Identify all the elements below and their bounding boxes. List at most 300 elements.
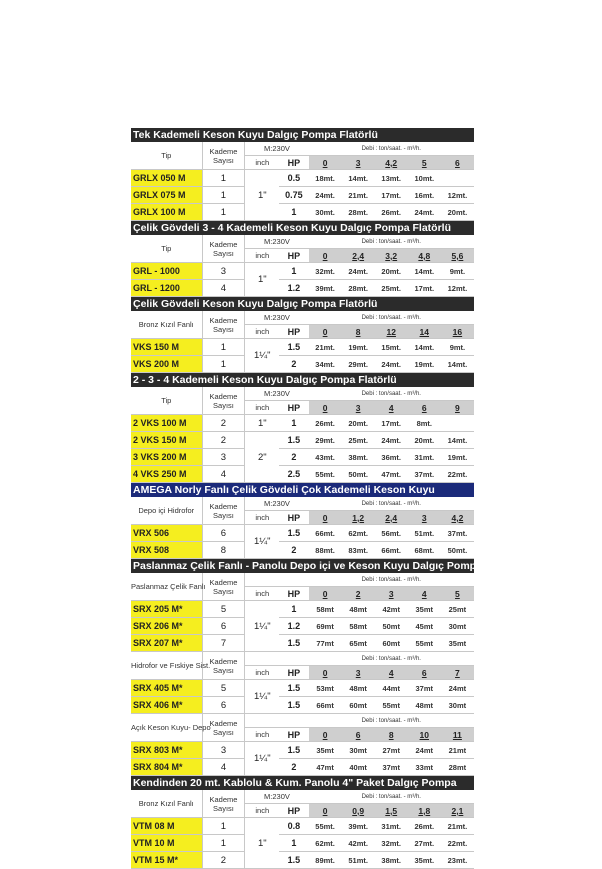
product-model: 4 VKS 250 M: [131, 466, 202, 483]
connection-size: 1¼": [245, 525, 279, 559]
stage-count: 4: [202, 759, 245, 776]
head-value: 14mt.: [441, 432, 474, 449]
connection-size: 1": [245, 263, 279, 297]
stage-count: 4: [202, 280, 245, 297]
flow-value: 0: [309, 511, 342, 525]
head-value: 17mt.: [375, 187, 408, 204]
head-value: 66mt: [309, 697, 342, 714]
head-value: 60mt: [342, 697, 375, 714]
voltage-label: M:230V: [245, 311, 309, 325]
product-model: GRLX 050 M: [131, 170, 202, 187]
spec-table: [131, 573, 474, 652]
tip-header: Hidrofor ve Fıskiye Sist.: [131, 652, 202, 680]
head-value: 51mt.: [342, 852, 375, 869]
product-section: [131, 297, 474, 373]
stage-header: [202, 387, 245, 415]
tip-header: Depo içi Hidrofor: [131, 497, 202, 525]
product-model: VRX 506: [131, 525, 202, 542]
product-row: [131, 835, 474, 852]
flow-value: 0: [309, 249, 342, 263]
product-model: SRX 205 M*: [131, 601, 202, 618]
head-value: 10mt.: [408, 170, 441, 187]
hp-header: HP: [279, 728, 308, 742]
head-value: 37mt: [408, 680, 441, 697]
header-row: [131, 497, 474, 511]
product-model: VKS 200 M: [131, 356, 202, 373]
hp-header: HP: [279, 587, 308, 601]
product-row: [131, 187, 474, 204]
stage-count: 5: [202, 680, 245, 697]
head-value: 28mt.: [342, 280, 375, 297]
stage-count: 6: [202, 697, 245, 714]
stage-count: 3: [202, 449, 245, 466]
stage-header-label: Kademe: [209, 239, 238, 249]
head-value: 55mt.: [309, 818, 342, 835]
product-row: [131, 542, 474, 559]
head-value: 30mt.: [309, 204, 342, 221]
head-value: 31mt.: [375, 818, 408, 835]
flow-value: 0,9: [342, 804, 375, 818]
product-row: [131, 170, 474, 187]
stage-count: 1: [202, 204, 245, 221]
product-row: [131, 618, 474, 635]
flow-value: 6: [408, 401, 441, 415]
stage-header-label: Kademe: [209, 794, 238, 804]
stage-count-label: Sayısı: [213, 803, 234, 813]
product-model: 2 VKS 150 M: [131, 432, 202, 449]
head-value: 66mt.: [375, 542, 408, 559]
head-value: 24mt: [408, 742, 441, 759]
head-value: 55mt.: [309, 466, 342, 483]
flow-value: 12: [375, 325, 408, 339]
flow-value: 0: [309, 587, 342, 601]
head-value: 58mt: [309, 601, 342, 618]
head-value: 14mt.: [408, 263, 441, 280]
product-row: [131, 449, 474, 466]
connection-size: 1": [245, 818, 279, 869]
inch-header: inch: [245, 728, 279, 742]
connection-size: 1¼": [245, 601, 279, 652]
head-value: 24mt.: [375, 432, 408, 449]
head-value: 39mt.: [309, 280, 342, 297]
head-value: 21mt.: [342, 187, 375, 204]
stage-count: 1: [202, 356, 245, 373]
product-model: VKS 150 M: [131, 339, 202, 356]
product-model: SRX 804 M*: [131, 759, 202, 776]
hp-value: 1: [279, 204, 308, 221]
product-section: [131, 373, 474, 483]
voltage-label: M:230V: [245, 142, 309, 156]
hp-value: 2.5: [279, 466, 308, 483]
stage-header-label: Kademe: [209, 315, 238, 325]
voltage-label: M:230V: [245, 790, 309, 804]
stage-count: 2: [202, 852, 245, 869]
head-value: 25mt: [441, 601, 474, 618]
head-value: 28mt.: [342, 204, 375, 221]
spec-table: [131, 235, 474, 297]
stage-count: 3: [202, 742, 245, 759]
product-row: [131, 263, 474, 280]
flow-value: 0: [309, 156, 342, 170]
flow-value: 6: [342, 728, 375, 742]
hp-header: HP: [279, 156, 308, 170]
section-title: AMEGA Norly Fanlı Çelik Gövdeli Çok Kademeli Keson Kuyu: [131, 483, 474, 497]
flow-rate-label: Debi : ton/saat. - m³/h.: [309, 652, 474, 666]
hp-value: 1.2: [279, 280, 308, 297]
hp-value: 0.8: [279, 818, 308, 835]
tip-header: Bronz Kızıl Fanlı: [131, 790, 202, 818]
stage-count: 7: [202, 635, 245, 652]
voltage-label: M:230V: [245, 387, 309, 401]
flow-rate-label: Debi : ton/saat. - m³/h.: [309, 387, 474, 401]
hp-value: 1.5: [279, 432, 308, 449]
stage-count-label: Sayısı: [213, 324, 234, 334]
stage-count-label: Sayısı: [213, 400, 234, 410]
hp-value: 2: [279, 449, 308, 466]
stage-count-label: Sayısı: [213, 727, 234, 737]
hp-value: 1.5: [279, 680, 308, 697]
flow-value: 3: [342, 666, 375, 680]
head-value: 50mt.: [342, 466, 375, 483]
head-value: 21mt.: [309, 339, 342, 356]
head-value: 58mt: [342, 618, 375, 635]
head-value: [441, 415, 474, 432]
hp-value: 2: [279, 542, 308, 559]
product-section: [131, 559, 482, 776]
head-value: 22mt.: [441, 835, 474, 852]
flow-value: 0: [309, 325, 342, 339]
stage-count: 1: [202, 818, 245, 835]
product-row: [131, 280, 474, 297]
hp-header: HP: [279, 511, 308, 525]
head-value: 43mt.: [309, 449, 342, 466]
voltage-label: [245, 652, 309, 666]
stage-header-label: Kademe: [209, 577, 238, 587]
inch-header: inch: [245, 804, 279, 818]
head-value: 45mt: [408, 618, 441, 635]
head-value: 25mt.: [375, 280, 408, 297]
hp-value: 1.5: [279, 635, 308, 652]
flow-value: 0: [309, 401, 342, 415]
section-title: Tek Kademeli Keson Kuyu Dalgıç Pompa Flatörlü: [131, 128, 474, 142]
head-value: 48mt: [408, 697, 441, 714]
flow-value: 11: [441, 728, 474, 742]
header-row: [131, 652, 474, 666]
inch-header: inch: [245, 156, 279, 170]
product-row: [131, 415, 474, 432]
flow-rate-label: Debi : ton/saat. - m³/h.: [309, 497, 474, 511]
head-value: 34mt.: [309, 356, 342, 373]
product-row: [131, 466, 474, 483]
head-value: 12mt.: [441, 280, 474, 297]
inch-header: inch: [245, 325, 279, 339]
voltage-label: [245, 714, 309, 728]
price-sheet: [131, 128, 482, 869]
head-value: 29mt.: [342, 356, 375, 373]
head-value: 17mt.: [408, 280, 441, 297]
voltage-label: M:230V: [245, 235, 309, 249]
head-value: 37mt.: [408, 466, 441, 483]
flow-value: 1,2: [342, 511, 375, 525]
flow-value: 1,8: [408, 804, 441, 818]
head-value: 24mt.: [309, 187, 342, 204]
head-value: 19mt.: [441, 449, 474, 466]
flow-value: 4,2: [441, 511, 474, 525]
flow-value: 0: [309, 804, 342, 818]
flow-value: 5: [408, 156, 441, 170]
head-value: 42mt.: [342, 835, 375, 852]
head-value: 16mt.: [408, 187, 441, 204]
flow-value: 3: [342, 401, 375, 415]
stage-header-label: Kademe: [209, 146, 238, 156]
head-value: 30mt: [342, 742, 375, 759]
flow-value: 5: [441, 587, 474, 601]
flow-rate-label: Debi : ton/saat. - m³/h.: [309, 235, 474, 249]
head-value: 20mt.: [375, 263, 408, 280]
head-value: 14mt.: [342, 170, 375, 187]
head-value: 35mt.: [408, 852, 441, 869]
product-model: VTM 10 M: [131, 835, 202, 852]
flow-rate-label: Debi : ton/saat. - m³/h.: [309, 311, 474, 325]
hp-value: 1: [279, 835, 308, 852]
head-value: 29mt.: [309, 432, 342, 449]
product-model: GRL - 1200: [131, 280, 202, 297]
stage-header-label: Kademe: [209, 501, 238, 511]
head-value: 77mt: [309, 635, 342, 652]
header-row: [131, 790, 474, 804]
head-value: 26mt.: [375, 204, 408, 221]
flow-value: 0: [309, 666, 342, 680]
head-value: 39mt.: [342, 818, 375, 835]
head-value: 27mt: [375, 742, 408, 759]
spec-table: [131, 142, 474, 221]
flow-value: 14: [408, 325, 441, 339]
head-value: 26mt.: [408, 818, 441, 835]
flow-value: 2,4: [375, 511, 408, 525]
head-value: 62mt.: [342, 525, 375, 542]
head-value: 47mt: [309, 759, 342, 776]
product-model: GRLX 075 M: [131, 187, 202, 204]
header-row: [131, 714, 474, 728]
tip-header: Tip: [131, 235, 202, 263]
stage-count: 2: [202, 415, 245, 432]
head-value: 14mt.: [441, 356, 474, 373]
head-value: 44mt: [375, 680, 408, 697]
hp-value: 2: [279, 356, 308, 373]
hp-header: HP: [279, 804, 308, 818]
stage-count: 6: [202, 525, 245, 542]
head-value: 30mt: [441, 618, 474, 635]
head-value: 69mt: [309, 618, 342, 635]
head-value: 18mt.: [309, 170, 342, 187]
stage-header: [202, 790, 245, 818]
head-value: 65mt: [342, 635, 375, 652]
head-value: 33mt: [408, 759, 441, 776]
stage-count: 4: [202, 466, 245, 483]
head-value: 20mt.: [342, 415, 375, 432]
connection-size: 1": [245, 170, 279, 221]
product-row: [131, 525, 474, 542]
head-value: 55mt: [408, 635, 441, 652]
product-row: [131, 432, 474, 449]
head-value: 27mt.: [408, 835, 441, 852]
head-value: 9mt.: [441, 339, 474, 356]
header-row: [131, 573, 474, 587]
connection-size: 1¼": [245, 339, 279, 373]
header-row: [131, 311, 474, 325]
head-value: 20mt.: [408, 432, 441, 449]
flow-value: 2,1: [441, 804, 474, 818]
product-model: GRLX 100 M: [131, 204, 202, 221]
flow-rate-label: Debi : ton/saat. - m³/h.: [309, 790, 474, 804]
head-value: 35mt: [441, 635, 474, 652]
head-value: 21mt.: [441, 818, 474, 835]
flow-rate-label: Debi : ton/saat. - m³/h.: [309, 714, 474, 728]
head-value: 15mt.: [375, 339, 408, 356]
connection-size: 1¼": [245, 680, 279, 714]
head-value: 38mt.: [375, 852, 408, 869]
head-value: 56mt.: [375, 525, 408, 542]
flow-value: 8: [342, 325, 375, 339]
flow-value: 5,6: [441, 249, 474, 263]
spec-table: [131, 652, 474, 714]
stage-count-label: Sayısı: [213, 665, 234, 675]
flow-value: 4: [375, 401, 408, 415]
hp-header: HP: [279, 249, 308, 263]
flow-value: 4,8: [408, 249, 441, 263]
stage-header-label: Kademe: [209, 718, 238, 728]
stage-count-label: Sayısı: [213, 510, 234, 520]
head-value: 26mt.: [309, 415, 342, 432]
hp-value: 0.5: [279, 170, 308, 187]
product-row: [131, 759, 474, 776]
flow-rate-label: Debi : ton/saat. - m³/h.: [309, 573, 474, 587]
flow-rate-label: Debi : ton/saat. - m³/h.: [309, 142, 474, 156]
head-value: 24mt.: [408, 204, 441, 221]
stage-count-label: Sayısı: [213, 155, 234, 165]
head-value: 24mt.: [342, 263, 375, 280]
flow-value: 16: [441, 325, 474, 339]
stage-count: 1: [202, 835, 245, 852]
product-row: [131, 680, 474, 697]
head-value: 88mt.: [309, 542, 342, 559]
hp-value: 0.75: [279, 187, 308, 204]
flow-value: 8: [375, 728, 408, 742]
product-model: VRX 508: [131, 542, 202, 559]
product-row: [131, 635, 474, 652]
product-row: [131, 852, 474, 869]
head-value: 37mt: [375, 759, 408, 776]
product-model: SRX 207 M*: [131, 635, 202, 652]
spec-table: [131, 714, 474, 776]
stage-count: 6: [202, 618, 245, 635]
inch-header: inch: [245, 249, 279, 263]
tip-header: Paslanmaz Çelik Fanlı: [131, 573, 202, 601]
stage-count: 3: [202, 263, 245, 280]
hp-value: 1.2: [279, 618, 308, 635]
hp-value: 1: [279, 415, 308, 432]
head-value: 60mt: [375, 635, 408, 652]
hp-value: 1.5: [279, 525, 308, 542]
stage-header-label: Kademe: [209, 656, 238, 666]
inch-header: inch: [245, 401, 279, 415]
head-value: 31mt.: [408, 449, 441, 466]
head-value: 24mt.: [375, 356, 408, 373]
flow-value: 3,2: [375, 249, 408, 263]
product-model: GRL - 1000: [131, 263, 202, 280]
head-value: 24mt: [441, 680, 474, 697]
product-model: VTM 08 M: [131, 818, 202, 835]
head-value: 32mt.: [375, 835, 408, 852]
product-row: [131, 818, 474, 835]
section-title: Çelik Gövdeli Keson Kuyu Dalgıç Pompa Flatörlü: [131, 297, 474, 311]
head-value: 17mt.: [375, 415, 408, 432]
head-value: 48mt: [342, 680, 375, 697]
stage-count: 8: [202, 542, 245, 559]
connection-size: 2": [245, 432, 279, 483]
head-value: 28mt: [441, 759, 474, 776]
product-model: 3 VKS 200 M: [131, 449, 202, 466]
connection-size: 1": [245, 415, 279, 432]
stage-count: 1: [202, 170, 245, 187]
head-value: 50mt.: [441, 542, 474, 559]
product-section: [131, 483, 474, 559]
voltage-label: [245, 573, 309, 587]
flow-value: 4: [408, 587, 441, 601]
head-value: 83mt.: [342, 542, 375, 559]
head-value: 22mt.: [441, 466, 474, 483]
flow-value: 10: [408, 728, 441, 742]
stage-header: [202, 497, 245, 525]
hp-header: HP: [279, 325, 308, 339]
hp-value: 1.5: [279, 339, 308, 356]
flow-value: 4,2: [375, 156, 408, 170]
head-value: 48mt: [342, 601, 375, 618]
flow-value: 2: [342, 587, 375, 601]
stage-count-label: Sayısı: [213, 248, 234, 258]
stage-header: [202, 142, 245, 170]
stage-count: 1: [202, 187, 245, 204]
head-value: 13mt.: [375, 170, 408, 187]
product-model: 2 VKS 100 M: [131, 415, 202, 432]
spec-table: [131, 790, 474, 869]
flow-value: 4: [375, 666, 408, 680]
head-value: 47mt.: [375, 466, 408, 483]
flow-value: 6: [441, 156, 474, 170]
stage-header: [202, 311, 245, 339]
product-model: SRX 803 M*: [131, 742, 202, 759]
flow-value: 6: [408, 666, 441, 680]
stage-header: [202, 573, 245, 601]
head-value: 32mt.: [309, 263, 342, 280]
section-title: Paslanmaz Çelik Fanlı - Panolu Depo içi ve Keson Kuyu Dalgıç Pompa: [133, 560, 482, 572]
product-row: [131, 204, 474, 221]
head-value: 51mt.: [408, 525, 441, 542]
connection-size: 1¼": [245, 742, 279, 776]
stage-count: 1: [202, 339, 245, 356]
head-value: 40mt: [342, 759, 375, 776]
flow-value: 7: [441, 666, 474, 680]
product-row: [131, 339, 474, 356]
head-value: 19mt.: [342, 339, 375, 356]
spec-table: [131, 387, 474, 483]
header-row: [131, 387, 474, 401]
tip-header: Tip: [131, 387, 202, 415]
header-row: [131, 142, 474, 156]
product-row: [131, 356, 474, 373]
head-value: 30mt: [441, 697, 474, 714]
head-value: 21mt: [441, 742, 474, 759]
